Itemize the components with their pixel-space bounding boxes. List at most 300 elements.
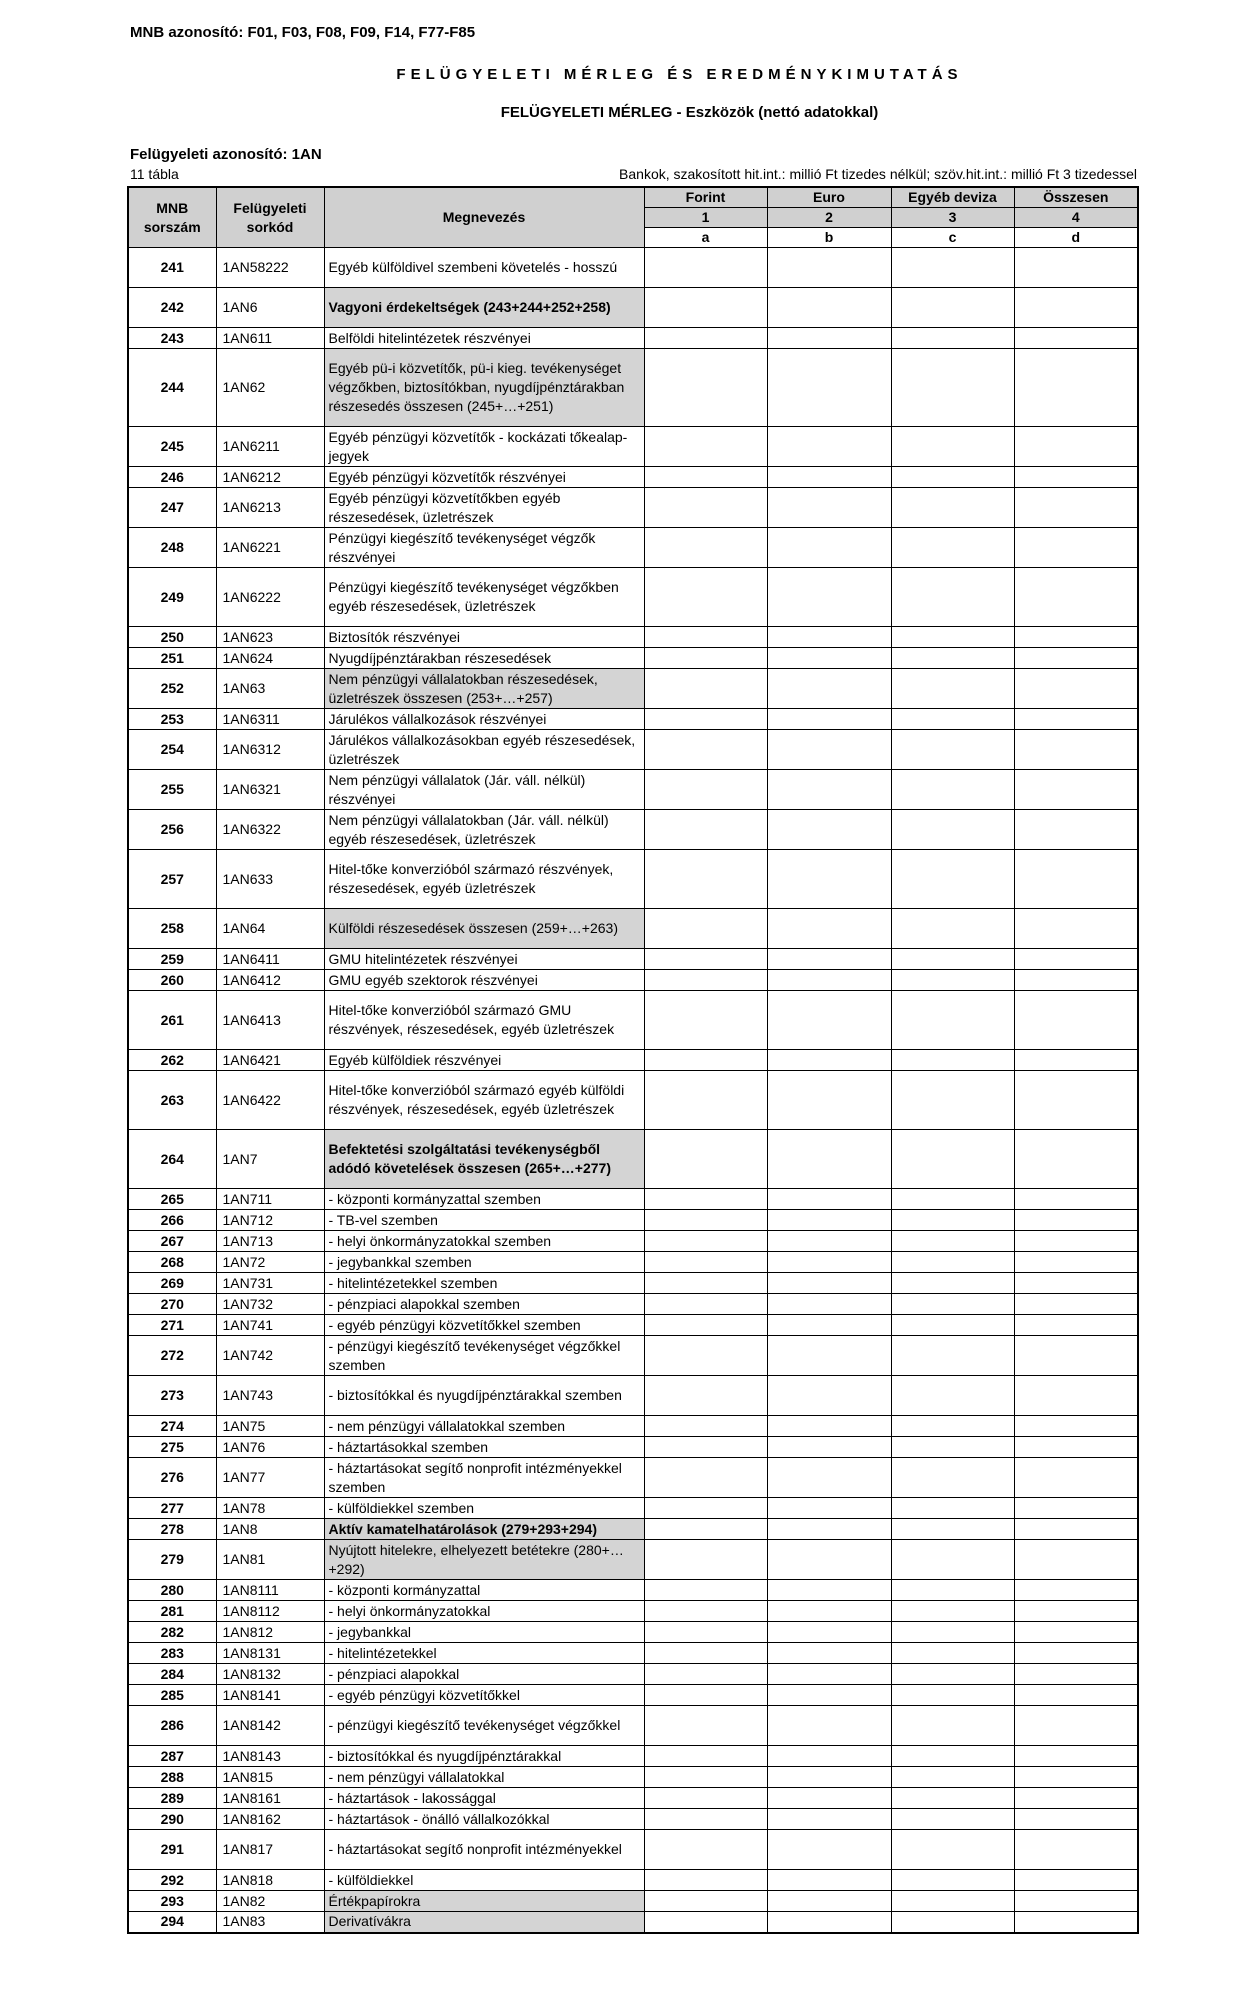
table-row bbox=[128, 627, 1138, 648]
col-number-4: 4 bbox=[1014, 208, 1138, 228]
cell-other-currency[interactable] bbox=[891, 627, 1014, 648]
cell-forint[interactable] bbox=[644, 1336, 767, 1376]
cell-total[interactable] bbox=[1014, 528, 1138, 568]
cell-other-currency[interactable] bbox=[891, 1788, 1014, 1809]
cell-euro[interactable] bbox=[767, 1746, 891, 1767]
cell-total[interactable] bbox=[1014, 1622, 1138, 1643]
row-number: 253 bbox=[128, 709, 216, 730]
cell-euro[interactable] bbox=[767, 1376, 891, 1416]
cell-other-currency[interactable] bbox=[891, 1376, 1014, 1416]
cell-euro[interactable] bbox=[767, 1498, 891, 1519]
cell-forint[interactable] bbox=[644, 991, 767, 1050]
cell-other-currency[interactable] bbox=[891, 1210, 1014, 1231]
cell-euro[interactable] bbox=[767, 1540, 891, 1580]
table-row bbox=[128, 709, 1138, 730]
cell-other-currency[interactable] bbox=[891, 1498, 1014, 1519]
row-number: 241 bbox=[128, 248, 216, 288]
cell-other-currency[interactable] bbox=[891, 1050, 1014, 1071]
cell-other-currency[interactable] bbox=[891, 1912, 1014, 1933]
cell-forint[interactable] bbox=[644, 1130, 767, 1189]
cell-euro[interactable] bbox=[767, 1336, 891, 1376]
cell-total[interactable] bbox=[1014, 669, 1138, 709]
cell-euro[interactable] bbox=[767, 1809, 891, 1830]
cell-euro[interactable] bbox=[767, 669, 891, 709]
row-number: 259 bbox=[128, 949, 216, 970]
row-name: Nem pénzügyi vállalatok (Jár. váll. nélkül) részvényei bbox=[324, 770, 644, 810]
row-number: 279 bbox=[128, 1540, 216, 1580]
cell-other-currency[interactable] bbox=[891, 488, 1014, 528]
row-code: 1AN76 bbox=[216, 1437, 324, 1458]
cell-other-currency[interactable] bbox=[891, 1870, 1014, 1891]
cell-total[interactable] bbox=[1014, 1458, 1138, 1498]
row-number: 294 bbox=[128, 1912, 216, 1933]
cell-total[interactable] bbox=[1014, 1189, 1138, 1210]
table-number: 11 tábla bbox=[130, 166, 179, 182]
row-number: 268 bbox=[128, 1252, 216, 1273]
cell-euro[interactable] bbox=[767, 1643, 891, 1664]
cell-forint[interactable] bbox=[644, 1830, 767, 1870]
cell-other-currency[interactable] bbox=[891, 427, 1014, 467]
cell-total[interactable] bbox=[1014, 1706, 1138, 1746]
cell-euro[interactable] bbox=[767, 1273, 891, 1294]
row-name: Befektetési szolgáltatási tevékenységből adódó követelések összesen (265+…+277) bbox=[324, 1130, 644, 1189]
row-name: Értékpapírokra bbox=[324, 1891, 644, 1912]
cell-euro[interactable] bbox=[767, 949, 891, 970]
cell-other-currency[interactable] bbox=[891, 669, 1014, 709]
cell-total[interactable] bbox=[1014, 1643, 1138, 1664]
cell-forint[interactable] bbox=[644, 1519, 767, 1540]
table-row bbox=[128, 1580, 1138, 1601]
table-row bbox=[128, 991, 1138, 1050]
cell-euro[interactable] bbox=[767, 1050, 891, 1071]
cell-euro[interactable] bbox=[767, 850, 891, 909]
cell-euro[interactable] bbox=[767, 1231, 891, 1252]
row-name: - egyéb pénzügyi közvetítőkkel szemben bbox=[324, 1315, 644, 1336]
cell-forint[interactable] bbox=[644, 909, 767, 949]
cell-other-currency[interactable] bbox=[891, 1519, 1014, 1540]
cell-euro[interactable] bbox=[767, 730, 891, 770]
row-number: 261 bbox=[128, 991, 216, 1050]
cell-other-currency[interactable] bbox=[891, 909, 1014, 949]
cell-forint[interactable] bbox=[644, 669, 767, 709]
cell-forint[interactable] bbox=[644, 1664, 767, 1685]
row-number: 288 bbox=[128, 1767, 216, 1788]
table-row bbox=[128, 349, 1138, 427]
cell-forint[interactable] bbox=[644, 248, 767, 288]
cell-other-currency[interactable] bbox=[891, 328, 1014, 349]
table-row bbox=[128, 1870, 1138, 1891]
cell-euro[interactable] bbox=[767, 467, 891, 488]
cell-other-currency[interactable] bbox=[891, 770, 1014, 810]
cell-other-currency[interactable] bbox=[891, 1830, 1014, 1870]
cell-total[interactable] bbox=[1014, 648, 1138, 669]
cell-other-currency[interactable] bbox=[891, 991, 1014, 1050]
cell-euro[interactable] bbox=[767, 627, 891, 648]
row-name: Nyugdíjpénztárakban részesedések bbox=[324, 648, 644, 669]
cell-total[interactable] bbox=[1014, 1050, 1138, 1071]
cell-euro[interactable] bbox=[767, 909, 891, 949]
cell-other-currency[interactable] bbox=[891, 709, 1014, 730]
cell-total[interactable] bbox=[1014, 1071, 1138, 1130]
row-code: 1AN8111 bbox=[216, 1580, 324, 1601]
cell-euro[interactable] bbox=[767, 1130, 891, 1189]
cell-forint[interactable] bbox=[644, 1788, 767, 1809]
cell-forint[interactable] bbox=[644, 1210, 767, 1231]
table-row bbox=[128, 1071, 1138, 1130]
cell-euro[interactable] bbox=[767, 1830, 891, 1870]
cell-other-currency[interactable] bbox=[891, 568, 1014, 627]
cell-other-currency[interactable] bbox=[891, 1664, 1014, 1685]
cell-forint[interactable] bbox=[644, 810, 767, 850]
cell-total[interactable] bbox=[1014, 730, 1138, 770]
cell-euro[interactable] bbox=[767, 1519, 891, 1540]
cell-total[interactable] bbox=[1014, 1809, 1138, 1830]
cell-forint[interactable] bbox=[644, 1437, 767, 1458]
cell-other-currency[interactable] bbox=[891, 1601, 1014, 1622]
col-header-other: Egyéb deviza bbox=[891, 187, 1014, 208]
table-row bbox=[128, 949, 1138, 970]
cell-total[interactable] bbox=[1014, 427, 1138, 467]
row-number: 274 bbox=[128, 1416, 216, 1437]
cell-euro[interactable] bbox=[767, 970, 891, 991]
cell-other-currency[interactable] bbox=[891, 850, 1014, 909]
cell-forint[interactable] bbox=[644, 1189, 767, 1210]
cell-euro[interactable] bbox=[767, 1458, 891, 1498]
table-row bbox=[128, 427, 1138, 467]
cell-forint[interactable] bbox=[644, 288, 767, 328]
cell-total[interactable] bbox=[1014, 1601, 1138, 1622]
cell-other-currency[interactable] bbox=[891, 1809, 1014, 1830]
cell-total[interactable] bbox=[1014, 1870, 1138, 1891]
cell-forint[interactable] bbox=[644, 1498, 767, 1519]
cell-forint[interactable] bbox=[644, 349, 767, 427]
cell-euro[interactable] bbox=[767, 1870, 891, 1891]
table-row bbox=[128, 1622, 1138, 1643]
cell-total[interactable] bbox=[1014, 1210, 1138, 1231]
cell-total[interactable] bbox=[1014, 770, 1138, 810]
row-number: 281 bbox=[128, 1601, 216, 1622]
cell-euro[interactable] bbox=[767, 349, 891, 427]
cell-euro[interactable] bbox=[767, 528, 891, 568]
cell-total[interactable] bbox=[1014, 1130, 1138, 1189]
row-number: 255 bbox=[128, 770, 216, 810]
cell-euro[interactable] bbox=[767, 1622, 891, 1643]
cell-euro[interactable] bbox=[767, 1315, 891, 1336]
cell-forint[interactable] bbox=[644, 1706, 767, 1746]
cell-other-currency[interactable] bbox=[891, 288, 1014, 328]
cell-other-currency[interactable] bbox=[891, 1315, 1014, 1336]
cell-forint[interactable] bbox=[644, 1912, 767, 1933]
row-name: - pénzpiaci alapokkal bbox=[324, 1664, 644, 1685]
cell-other-currency[interactable] bbox=[891, 1643, 1014, 1664]
cell-total[interactable] bbox=[1014, 568, 1138, 627]
cell-total[interactable] bbox=[1014, 810, 1138, 850]
cell-other-currency[interactable] bbox=[891, 1622, 1014, 1643]
cell-other-currency[interactable] bbox=[891, 1706, 1014, 1746]
cell-other-currency[interactable] bbox=[891, 1273, 1014, 1294]
cell-euro[interactable] bbox=[767, 1071, 891, 1130]
row-code: 1AN82 bbox=[216, 1891, 324, 1912]
row-number: 248 bbox=[128, 528, 216, 568]
table-row bbox=[128, 1685, 1138, 1706]
cell-total[interactable] bbox=[1014, 1437, 1138, 1458]
cell-forint[interactable] bbox=[644, 627, 767, 648]
cell-total[interactable] bbox=[1014, 1685, 1138, 1706]
cell-other-currency[interactable] bbox=[891, 1130, 1014, 1189]
row-name: - pénzügyi kiegészítő tevékenységet végzőkkel szemben bbox=[324, 1336, 644, 1376]
cell-forint[interactable] bbox=[644, 850, 767, 909]
cell-total[interactable] bbox=[1014, 1273, 1138, 1294]
cell-total[interactable] bbox=[1014, 1746, 1138, 1767]
col-number-1: 1 bbox=[644, 208, 767, 228]
cell-total[interactable] bbox=[1014, 949, 1138, 970]
cell-total[interactable] bbox=[1014, 1788, 1138, 1809]
row-code: 1AN64 bbox=[216, 909, 324, 949]
table-row bbox=[128, 1809, 1138, 1830]
cell-euro[interactable] bbox=[767, 1706, 891, 1746]
row-code: 1AN78 bbox=[216, 1498, 324, 1519]
cell-forint[interactable] bbox=[644, 1685, 767, 1706]
cell-forint[interactable] bbox=[644, 709, 767, 730]
cell-forint[interactable] bbox=[644, 949, 767, 970]
cell-forint[interactable] bbox=[644, 1746, 767, 1767]
row-name: Aktív kamatelhatárolások (279+293+294) bbox=[324, 1519, 644, 1540]
cell-total[interactable] bbox=[1014, 488, 1138, 528]
cell-total[interactable] bbox=[1014, 1891, 1138, 1912]
cell-total[interactable] bbox=[1014, 1252, 1138, 1273]
row-name: Nem pénzügyi vállalatokban részesedések, üzletrészek összesen (253+…+257) bbox=[324, 669, 644, 709]
table-row bbox=[128, 1498, 1138, 1519]
cell-total[interactable] bbox=[1014, 1416, 1138, 1437]
table-row bbox=[128, 1458, 1138, 1498]
cell-euro[interactable] bbox=[767, 1416, 891, 1437]
cell-euro[interactable] bbox=[767, 1788, 891, 1809]
cell-forint[interactable] bbox=[644, 1622, 767, 1643]
cell-forint[interactable] bbox=[644, 1071, 767, 1130]
cell-euro[interactable] bbox=[767, 568, 891, 627]
cell-euro[interactable] bbox=[767, 328, 891, 349]
cell-euro[interactable] bbox=[767, 1601, 891, 1622]
cell-euro[interactable] bbox=[767, 1767, 891, 1788]
cell-total[interactable] bbox=[1014, 850, 1138, 909]
cell-euro[interactable] bbox=[767, 288, 891, 328]
cell-total[interactable] bbox=[1014, 1376, 1138, 1416]
cell-total[interactable] bbox=[1014, 627, 1138, 648]
table-row bbox=[128, 288, 1138, 328]
cell-euro[interactable] bbox=[767, 1437, 891, 1458]
cell-total[interactable] bbox=[1014, 1912, 1138, 1933]
cell-euro[interactable] bbox=[767, 1912, 891, 1933]
row-code: 1AN732 bbox=[216, 1294, 324, 1315]
cell-euro[interactable] bbox=[767, 1580, 891, 1601]
cell-total[interactable] bbox=[1014, 909, 1138, 949]
row-code: 1AN712 bbox=[216, 1210, 324, 1231]
row-name: - háztartásokat segítő nonprofit intézményekkel szemben bbox=[324, 1458, 644, 1498]
row-name: Nyújtott hitelekre, elhelyezett betétekre (280+…+292) bbox=[324, 1540, 644, 1580]
cell-euro[interactable] bbox=[767, 1891, 891, 1912]
row-code: 1AN8132 bbox=[216, 1664, 324, 1685]
cell-euro[interactable] bbox=[767, 488, 891, 528]
row-code: 1AN812 bbox=[216, 1622, 324, 1643]
cell-other-currency[interactable] bbox=[891, 1336, 1014, 1376]
table-row bbox=[128, 1315, 1138, 1336]
cell-forint[interactable] bbox=[644, 1294, 767, 1315]
row-name: - jegybankkal bbox=[324, 1622, 644, 1643]
row-code: 1AN6221 bbox=[216, 528, 324, 568]
cell-forint[interactable] bbox=[644, 488, 767, 528]
cell-total[interactable] bbox=[1014, 248, 1138, 288]
cell-other-currency[interactable] bbox=[891, 1294, 1014, 1315]
main-title: FELÜGYELETI MÉRLEG ÉS EREDMÉNYKIMUTATÁS bbox=[396, 66, 963, 83]
table-row bbox=[128, 328, 1138, 349]
cell-total[interactable] bbox=[1014, 1498, 1138, 1519]
col-header-sup-code: Felügyeleti sorkód bbox=[216, 187, 324, 248]
cell-euro[interactable] bbox=[767, 648, 891, 669]
table-row bbox=[128, 1706, 1138, 1746]
cell-euro[interactable] bbox=[767, 1664, 891, 1685]
cell-forint[interactable] bbox=[644, 1458, 767, 1498]
supervisory-id: Felügyeleti azonosító: 1AN bbox=[130, 146, 322, 163]
cell-forint[interactable] bbox=[644, 1231, 767, 1252]
cell-total[interactable] bbox=[1014, 1336, 1138, 1376]
row-number: 245 bbox=[128, 427, 216, 467]
cell-forint[interactable] bbox=[644, 1809, 767, 1830]
cell-euro[interactable] bbox=[767, 770, 891, 810]
row-name: Hitel-tőke konverzióból származó egyéb külföldi részvények, részesedések, egyéb üzletrészek bbox=[324, 1071, 644, 1130]
cell-other-currency[interactable] bbox=[891, 1416, 1014, 1437]
cell-other-currency[interactable] bbox=[891, 730, 1014, 770]
row-code: 1AN6312 bbox=[216, 730, 324, 770]
cell-euro[interactable] bbox=[767, 1252, 891, 1273]
cell-euro[interactable] bbox=[767, 1294, 891, 1315]
cell-forint[interactable] bbox=[644, 648, 767, 669]
cell-total[interactable] bbox=[1014, 709, 1138, 730]
units-note: Bankok, szakosított hit.int.: millió Ft tizedes nélkül; szöv.hit.int.: millió Ft 3 tizedessel bbox=[619, 166, 1137, 182]
cell-forint[interactable] bbox=[644, 970, 767, 991]
cell-euro[interactable] bbox=[767, 1189, 891, 1210]
cell-other-currency[interactable] bbox=[891, 1231, 1014, 1252]
cell-forint[interactable] bbox=[644, 1540, 767, 1580]
cell-forint[interactable] bbox=[644, 1315, 767, 1336]
cell-euro[interactable] bbox=[767, 248, 891, 288]
cell-forint[interactable] bbox=[644, 1643, 767, 1664]
cell-forint[interactable] bbox=[644, 528, 767, 568]
cell-forint[interactable] bbox=[644, 1580, 767, 1601]
cell-total[interactable] bbox=[1014, 349, 1138, 427]
cell-forint[interactable] bbox=[644, 568, 767, 627]
cell-euro[interactable] bbox=[767, 810, 891, 850]
row-code: 1AN815 bbox=[216, 1767, 324, 1788]
cell-total[interactable] bbox=[1014, 1315, 1138, 1336]
cell-total[interactable] bbox=[1014, 1519, 1138, 1540]
row-number: 282 bbox=[128, 1622, 216, 1643]
cell-other-currency[interactable] bbox=[891, 1580, 1014, 1601]
row-name: - háztartásokat segítő nonprofit intézményekkel bbox=[324, 1830, 644, 1870]
cell-forint[interactable] bbox=[644, 730, 767, 770]
cell-total[interactable] bbox=[1014, 288, 1138, 328]
cell-forint[interactable] bbox=[644, 1891, 767, 1912]
row-name: Járulékos vállalkozásokban egyéb részesedések, üzletrészek bbox=[324, 730, 644, 770]
row-name: - háztartásokkal szemben bbox=[324, 1437, 644, 1458]
cell-total[interactable] bbox=[1014, 1580, 1138, 1601]
cell-total[interactable] bbox=[1014, 328, 1138, 349]
row-name: Egyéb külföldiek részvényei bbox=[324, 1050, 644, 1071]
cell-other-currency[interactable] bbox=[891, 1458, 1014, 1498]
cell-other-currency[interactable] bbox=[891, 248, 1014, 288]
cell-total[interactable] bbox=[1014, 1294, 1138, 1315]
cell-forint[interactable] bbox=[644, 1601, 767, 1622]
cell-total[interactable] bbox=[1014, 991, 1138, 1050]
row-number: 275 bbox=[128, 1437, 216, 1458]
table-row bbox=[128, 1336, 1138, 1376]
cell-total[interactable] bbox=[1014, 1231, 1138, 1252]
cell-euro[interactable] bbox=[767, 1210, 891, 1231]
cell-euro[interactable] bbox=[767, 991, 891, 1050]
cell-other-currency[interactable] bbox=[891, 1540, 1014, 1580]
row-number: 284 bbox=[128, 1664, 216, 1685]
cell-other-currency[interactable] bbox=[891, 1891, 1014, 1912]
cell-forint[interactable] bbox=[644, 1273, 767, 1294]
cell-other-currency[interactable] bbox=[891, 1071, 1014, 1130]
cell-forint[interactable] bbox=[644, 467, 767, 488]
cell-forint[interactable] bbox=[644, 1376, 767, 1416]
row-code: 1AN742 bbox=[216, 1336, 324, 1376]
cell-other-currency[interactable] bbox=[891, 1437, 1014, 1458]
cell-total[interactable] bbox=[1014, 1664, 1138, 1685]
cell-forint[interactable] bbox=[644, 1416, 767, 1437]
row-name: - helyi önkormányzatokkal szemben bbox=[324, 1231, 644, 1252]
cell-forint[interactable] bbox=[644, 427, 767, 467]
cell-forint[interactable] bbox=[644, 1870, 767, 1891]
row-name: Vagyoni érdekeltségek (243+244+252+258) bbox=[324, 288, 644, 328]
row-name: - TB-vel szemben bbox=[324, 1210, 644, 1231]
cell-other-currency[interactable] bbox=[891, 349, 1014, 427]
row-code: 1AN731 bbox=[216, 1273, 324, 1294]
cell-other-currency[interactable] bbox=[891, 810, 1014, 850]
cell-total[interactable] bbox=[1014, 970, 1138, 991]
cell-euro[interactable] bbox=[767, 1685, 891, 1706]
cell-forint[interactable] bbox=[644, 1050, 767, 1071]
cell-other-currency[interactable] bbox=[891, 1189, 1014, 1210]
cell-forint[interactable] bbox=[644, 1252, 767, 1273]
row-name: Pénzügyi kiegészítő tevékenységet végzők részvényei bbox=[324, 528, 644, 568]
row-name: - jegybankkal szemben bbox=[324, 1252, 644, 1273]
cell-other-currency[interactable] bbox=[891, 1685, 1014, 1706]
row-number: 243 bbox=[128, 328, 216, 349]
row-number: 280 bbox=[128, 1580, 216, 1601]
cell-other-currency[interactable] bbox=[891, 648, 1014, 669]
cell-other-currency[interactable] bbox=[891, 1252, 1014, 1273]
cell-other-currency[interactable] bbox=[891, 1767, 1014, 1788]
cell-other-currency[interactable] bbox=[891, 528, 1014, 568]
col-header-total: Összesen bbox=[1014, 187, 1138, 208]
cell-total[interactable] bbox=[1014, 1540, 1138, 1580]
cell-total[interactable] bbox=[1014, 467, 1138, 488]
cell-forint[interactable] bbox=[644, 328, 767, 349]
cell-euro[interactable] bbox=[767, 709, 891, 730]
cell-euro[interactable] bbox=[767, 427, 891, 467]
cell-total[interactable] bbox=[1014, 1830, 1138, 1870]
cell-other-currency[interactable] bbox=[891, 467, 1014, 488]
cell-forint[interactable] bbox=[644, 1767, 767, 1788]
cell-other-currency[interactable] bbox=[891, 949, 1014, 970]
row-name: GMU egyéb szektorok részvényei bbox=[324, 970, 644, 991]
cell-forint[interactable] bbox=[644, 770, 767, 810]
cell-other-currency[interactable] bbox=[891, 1746, 1014, 1767]
cell-total[interactable] bbox=[1014, 1767, 1138, 1788]
cell-other-currency[interactable] bbox=[891, 970, 1014, 991]
row-number: 289 bbox=[128, 1788, 216, 1809]
